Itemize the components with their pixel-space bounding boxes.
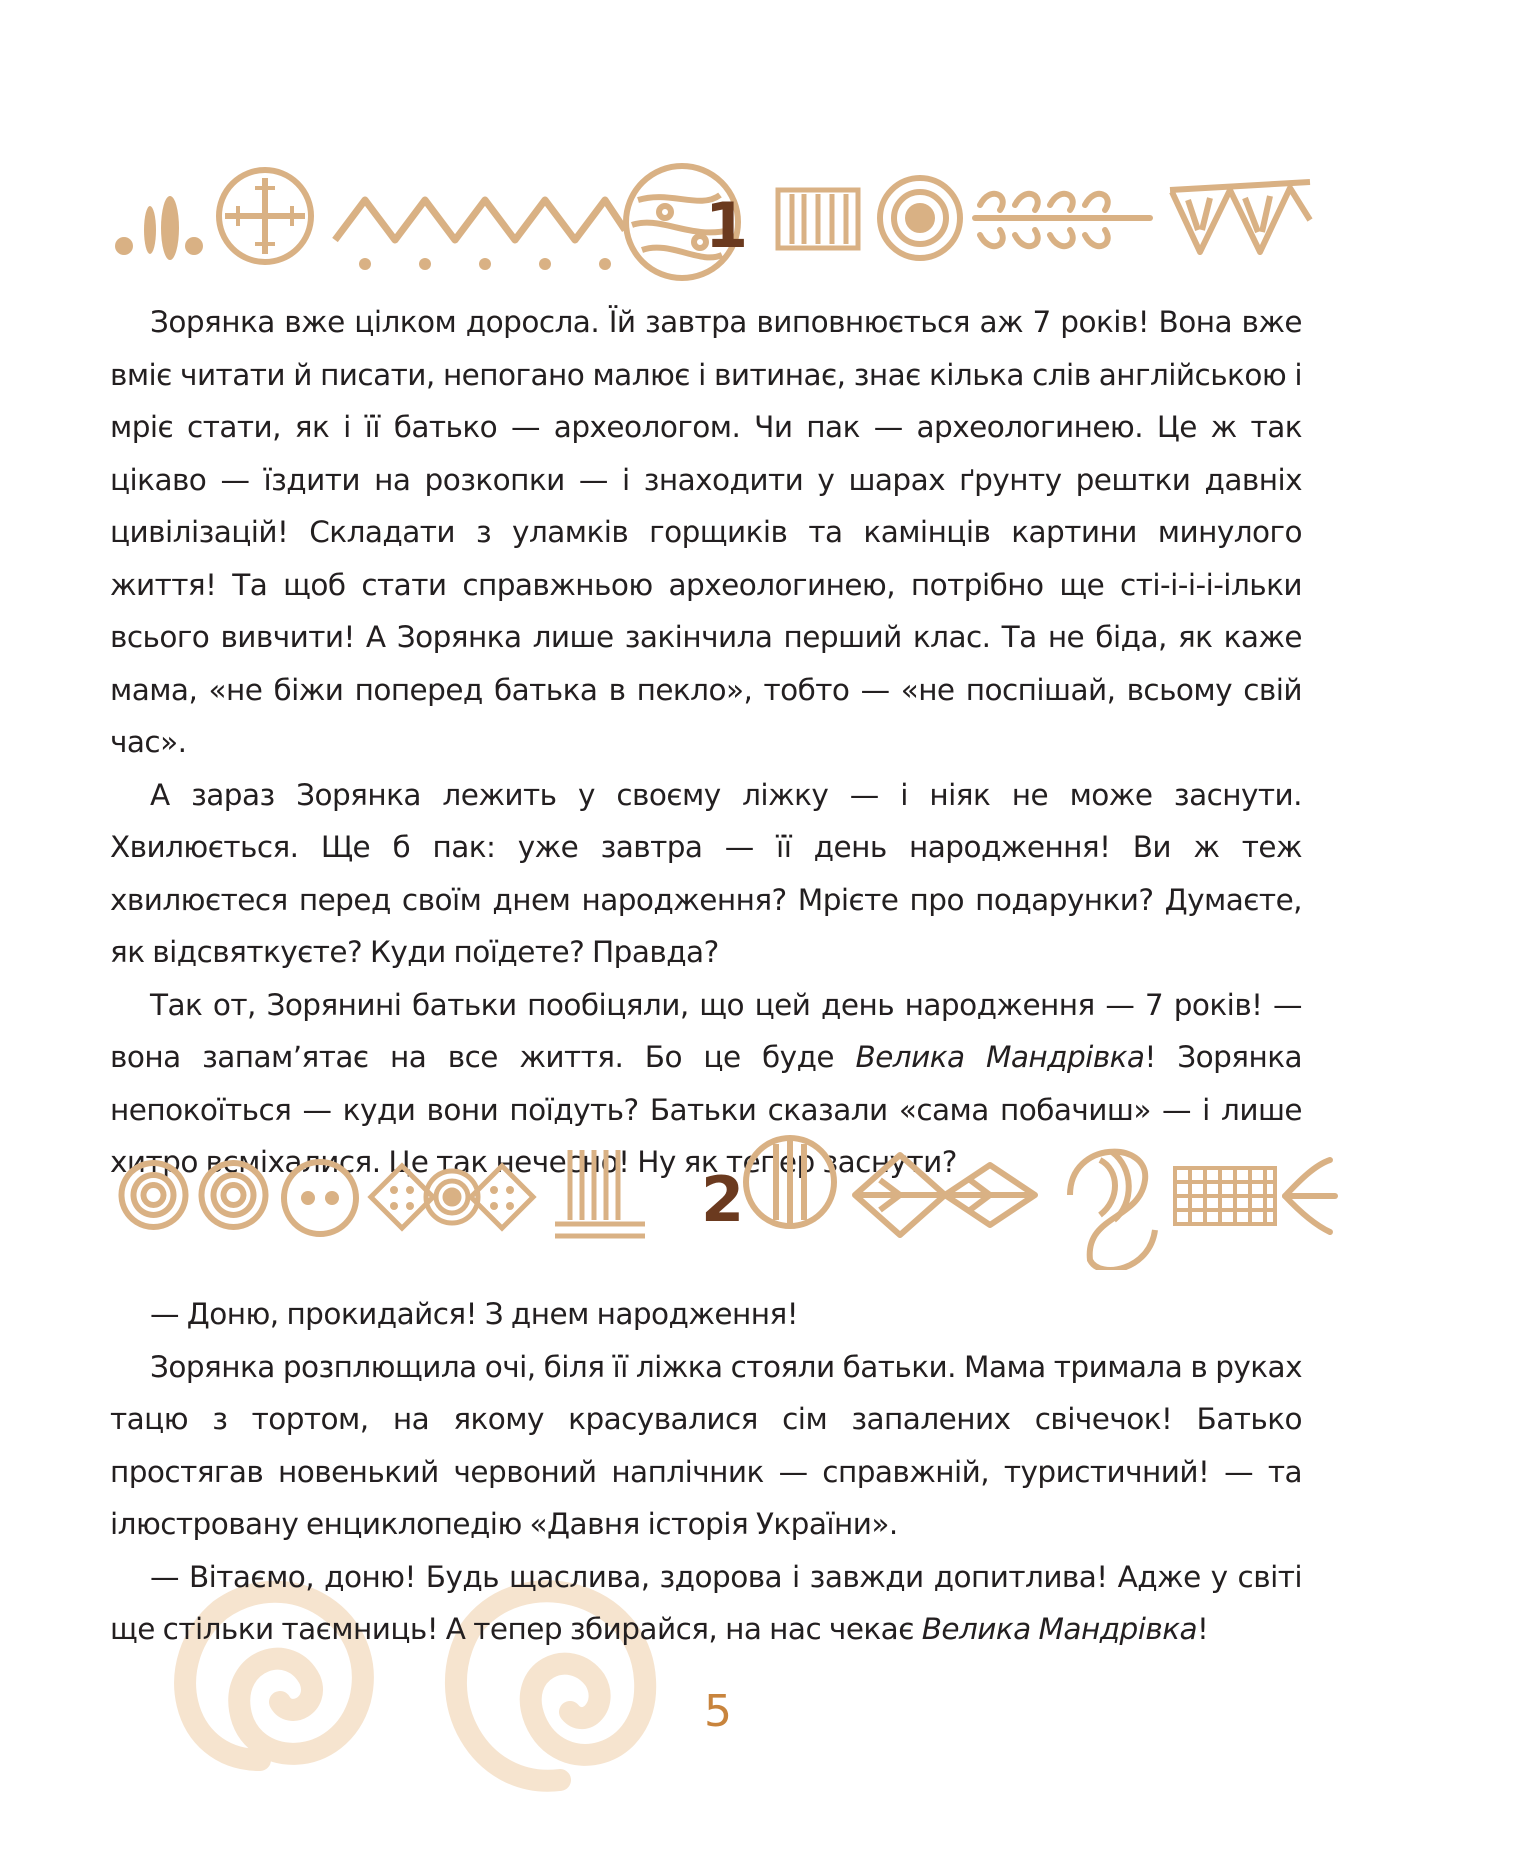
- page-number: 5: [704, 1686, 732, 1737]
- zigzag-dots: [359, 258, 611, 270]
- grid-motif: [1175, 1168, 1275, 1224]
- fence-motif: [555, 1150, 645, 1236]
- paragraph: [110, 296, 1302, 769]
- dots-and-ovals-motif: [115, 196, 203, 260]
- wave-curls-motif: [975, 194, 1150, 246]
- text-run: А зараз Зорянка лежить у своєму ліжку — і ніяк не може заснути. Хвилюється. Ще б пак: уже завтра — її день народження! Ви ж теж хвилюєтеся перед своїм днем народження? Мрієте про подарунки? Думаєте, як відсвяткуєте? Куди поїдете? Правда?: [110, 777, 1302, 969]
- text-run: Так от, Зорянині батьки пообіцяли, що цей день народження — 7 років! — вона запам’ятає на все життя. Бо це буде: [110, 987, 1302, 1074]
- chapter-1-text: [110, 296, 1302, 1189]
- chapter-1-number: 1: [705, 189, 749, 262]
- text-run: — Вітаємо, доню! Будь щаслива, здорова і завжди допитлива! Адже у світі ще стільки таємниць! А тепер збирайся, на нас чекає: [110, 1559, 1302, 1646]
- paragraph: [110, 1551, 1302, 1656]
- chapter-2-number: 2: [701, 1163, 745, 1236]
- spirals-motif: [122, 1163, 266, 1227]
- zigzag-motif: [335, 200, 625, 240]
- paragraph: [110, 769, 1302, 979]
- swirl-motif: [1070, 1152, 1155, 1270]
- sprout-motif: [1285, 1160, 1335, 1232]
- chapter-2-text: [110, 1288, 1302, 1656]
- diamonds-motif: [371, 1166, 533, 1228]
- paragraph: [110, 1341, 1302, 1551]
- button-holes: [301, 1191, 339, 1205]
- comb-motif: [778, 190, 858, 248]
- text-run: — Доню, прокидайся! З днем народження!: [150, 1297, 798, 1331]
- leaf-motif: [855, 1155, 1035, 1235]
- italic-text: Велика Мандрівка: [921, 1612, 1197, 1646]
- text-run: Зорянка вже цілком доросла. Їй завтра виповнюється аж 7 років! Вона вже вміє читати й писати, непогано малює і витинає, знає кілька слів англійською і мріє стати, як і її батько — археологом. Чи пак — археологинею. Це ж так цікаво — їздити на розкопки — і знаходити у шарах ґрунту рештки давніх цивілізацій! Складати з уламків горщиків та камінців картини минулого життя! Та щоб стати справжньою археологинею, потрібно ще сті-і-і-і-ільки всього вивчити! А Зорянка лише закінчила перший клас. Та не біда, як каже мама, «не біжи поперед батька в пекло», тобто — «не поспішай, всьому свій час».: [110, 305, 1302, 759]
- cross-in-circle-motif: [219, 170, 311, 262]
- text-run: !: [1197, 1612, 1209, 1646]
- triangle-banner-motif: [1170, 182, 1310, 252]
- button-circle-motif: [284, 1162, 356, 1234]
- text-run: ! Зорянка непокоїться — куди вони поїдуть? Батьки сказали «сама побачиш» — і лише хитро всміхалися. Це так нечесно! Ну як тепер заснути?: [110, 1040, 1302, 1179]
- text-run: Зорянка розплющила очі, біля її ліжка стояли батьки. Мама тримала в руках тацю з тортом, на якому красувалися сім запалених свічечок! Батько простягав новенький червоний наплічник — справжній, туристичний! — та ілюстровану енциклопедію «Давня історія України».: [110, 1349, 1302, 1541]
- striped-circle-motif: [746, 1138, 834, 1226]
- concentric-circles-motif: [880, 178, 960, 258]
- paragraph: [110, 1288, 1302, 1341]
- italic-text: Велика Мандрівка: [855, 1040, 1145, 1074]
